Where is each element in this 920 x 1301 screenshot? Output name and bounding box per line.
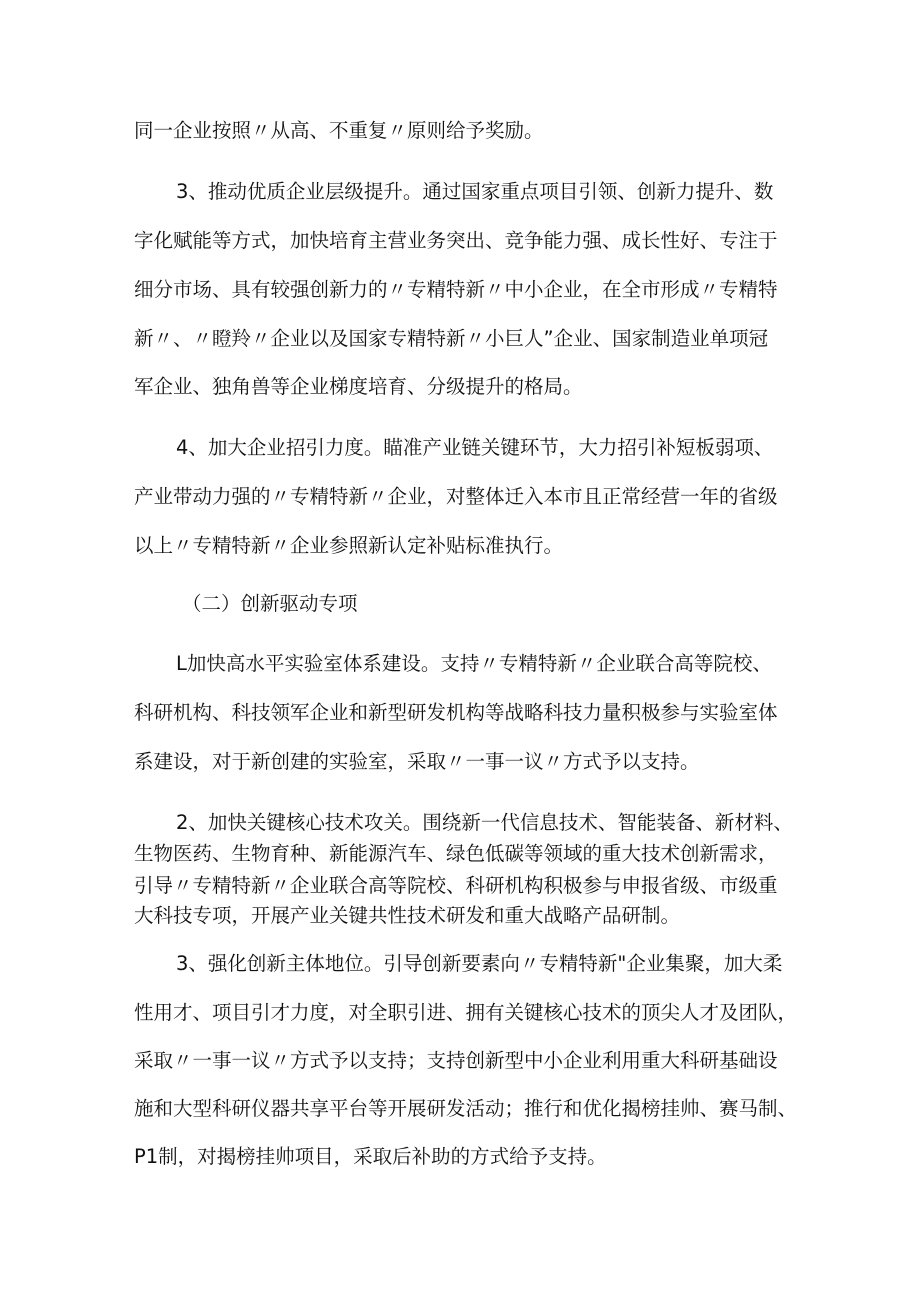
paragraph-4-heading: 4、加大企业招引力度。瞄准产业链关键环节，大力招引补短板弱项、 xyxy=(176,436,774,459)
text-line: 性用才、项目引才力度，对全职引进、拥有关键核心技术的顶尖人才及团队， xyxy=(134,1001,798,1024)
paragraph-1-heading: L加快高水平实验室体系建设。支持〃专精特新〃企业联合高等院校、 xyxy=(176,652,772,675)
text-line: 产业带动力强的〃专精特新〃企业，对整体迁入本市且正常经营一年的省级 xyxy=(134,485,778,508)
text-line: 细分市场、具有较强创新力的〃专精特新〃中小企业，在全市形成〃专精特 xyxy=(134,278,778,301)
text-line: 字化赋能等方式，加快培育主营业务突出、竞争能力强、成长性好、专注于 xyxy=(134,229,778,252)
text-line: 大科技专项，开展产业关键共性技术研发和重大战略产品研制。 xyxy=(134,904,681,927)
text-line: 以上〃专精特新〃企业参照新认定补贴标准执行。 xyxy=(134,534,564,557)
text-line: 科研机构、科技领军企业和新型研发机构等战略科技力量积极参与实验室体 xyxy=(134,701,778,724)
text-line: 施和大型科研仪器共享平台等开展研发活动；推行和优化揭榜挂帅、赛马制、 xyxy=(134,1097,798,1120)
text-line: 系建设，对于新创建的实验室，采取〃一事一议〃方式予以支持。 xyxy=(134,750,700,773)
text-line: 引导〃专精特新〃企业联合高等院校、科研机构积极参与申报省级、市级重 xyxy=(134,874,778,897)
paragraph-3-heading: 3、推动优质企业层级提升。通过国家重点项目引领、创新力提升、数 xyxy=(176,180,774,203)
paragraph-2-heading: 2、加快关键核心技术攻关。围绕新一代信息技术、智能装备、新材料、 xyxy=(176,811,793,834)
text-line: 同一企业按照〃从高、不重复〃原则给予奖励。 xyxy=(134,119,544,142)
text-line: 采取〃一事一议〃方式予以支持；支持创新型中小企业利用重大科研基础设 xyxy=(134,1049,778,1072)
text-line: 生物医药、生物育种、新能源汽车、绿色低碳等领域的重大技术创新需求， xyxy=(134,842,778,865)
text-line: P1制，对揭榜挂帅项目，采取后补助的方式给予支持。 xyxy=(134,1145,607,1168)
paragraph-3b-heading: 3、强化创新主体地位。引导创新要素向〃专精特新"企业集聚，加大柔 xyxy=(176,952,783,975)
section-heading: （二）创新驱动专项 xyxy=(182,592,358,615)
text-line: 军企业、独角兽等企业梯度培育、分级提升的格局。 xyxy=(134,375,583,398)
text-line: 新〃、〃瞪羚〃企业以及国家专精特新〃小巨人”企业、国家制造业单项冠 xyxy=(134,327,769,350)
